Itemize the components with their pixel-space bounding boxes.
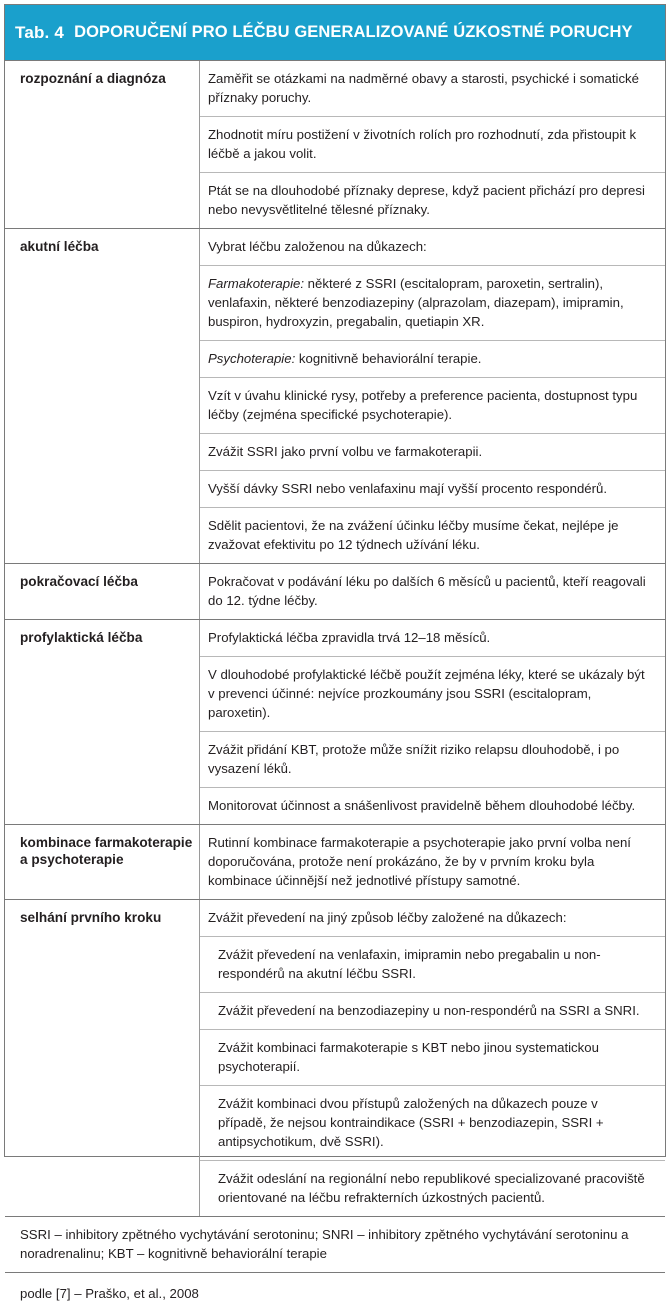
table-row bbox=[5, 564, 665, 620]
table-row bbox=[5, 229, 665, 564]
row-items bbox=[200, 564, 665, 619]
recommendation-cell bbox=[200, 117, 665, 173]
recommendation-text: V dlouhodobé profylaktické léčbě použít zejména léky, které se ukázaly být v prevenci účinné: nejvíce prozkoumány jsou SSRI (escitalopram, paroxetin). bbox=[208, 667, 645, 720]
recommendation-cell bbox=[200, 508, 665, 563]
recommendation-cell bbox=[200, 620, 665, 657]
recommendation-text: Zvážit převedení na venlafaxin, imipramin nebo pregabalin u non-respondérů na akutní léčbu SSRI. bbox=[218, 947, 601, 981]
recommendation-cell bbox=[200, 900, 665, 937]
recommendation-text: Profylaktická léčba zpravidla trvá 12–18 měsíců. bbox=[208, 630, 491, 645]
recommendation-cell bbox=[200, 993, 665, 1030]
recommendation-cell bbox=[200, 657, 665, 732]
recommendation-text: Sdělit pacientovi, že na zvážení účinku léčby musíme čekat, nejlépe je zvažovat efektivitu po 12 týdnech užívání léku. bbox=[208, 518, 619, 552]
recommendation-cell bbox=[200, 825, 665, 899]
recommendation-prefix: Psychoterapie: bbox=[208, 351, 296, 366]
table-row bbox=[5, 825, 665, 900]
row-items bbox=[200, 61, 665, 228]
recommendation-text: Pokračovat v podávání léku po dalších 6 měsíců u pacientů, kteří reagovali do 12. týdne léčby. bbox=[208, 574, 646, 608]
table-header bbox=[5, 5, 665, 61]
row-label: kombinace farmakoterapie a psychoterapie bbox=[5, 825, 200, 899]
row-label: profylaktická léčba bbox=[5, 620, 200, 824]
recommendation-cell bbox=[200, 266, 665, 341]
table-row bbox=[5, 900, 665, 1217]
recommendation-cell bbox=[200, 173, 665, 228]
row-label: rozpoznání a diagnóza bbox=[5, 61, 200, 228]
table-row bbox=[5, 620, 665, 825]
table-footnote: SSRI – inhibitory zpětného vychytávání serotoninu; SNRI – inhibitory zpětného vychytávání serotoninu a noradrenalinu; KBT – kognitivně behaviorální terapie bbox=[5, 1217, 665, 1273]
row-items bbox=[200, 620, 665, 824]
table-row bbox=[5, 61, 665, 229]
recommendation-text: Monitorovat účinnost a snášenlivost pravidelně během dlouhodobé léčby. bbox=[208, 798, 636, 813]
recommendation-text: Zvážit převedení na benzodiazepiny u non-respondérů na SSRI a SNRI. bbox=[218, 1003, 640, 1018]
row-label: selhání prvního kroku bbox=[5, 900, 200, 1216]
recommendation-text: Zvážit kombinaci dvou přístupů založených na důkazech pouze v případě, že nejsou kontraindikace (SSRI + benzodiazepin, SSRI + antipsychotikum, dvě SSRI). bbox=[218, 1096, 604, 1149]
recommendation-cell bbox=[200, 564, 665, 619]
recommendations-table bbox=[4, 4, 666, 1301]
recommendation-text: Vzít v úvahu klinické rysy, potřeby a preference pacienta, dostupnost typu léčby (zejména specifické psychoterapie). bbox=[208, 388, 638, 422]
recommendation-text: Ptát se na dlouhodobé příznaky deprese, když pacient přichází pro depresi nebo nevysvětlitelné tělesné příznaky. bbox=[208, 183, 645, 217]
recommendation-text: Rutinní kombinace farmakoterapie a psychoterapie jako první volba není doporučována, protože není prokázáno, že by v prvním kroku byla kombinace účinnější než jednotlivé přístupy samotné. bbox=[208, 835, 631, 888]
recommendation-cell bbox=[200, 378, 665, 434]
recommendation-text: některé z SSRI (escitalopram, paroxetin, sertralin), venlafaxin, některé benzodiazepiny (alprazolam, diazepam), imipramin, buspiron, hydroxyzin, pregabalin, quetiapin XR. bbox=[208, 276, 624, 329]
recommendation-text: Vybrat léčbu založenou na důkazech: bbox=[208, 239, 427, 254]
recommendation-text: Zaměřit se otázkami na nadměrné obavy a starosti, psychické i somatické příznaky poruchy. bbox=[208, 71, 639, 105]
recommendation-cell bbox=[200, 471, 665, 508]
recommendation-text: Zvážit přidání KBT, protože může snížit riziko relapsu dlouhodobě, i po vysazení léků. bbox=[208, 742, 620, 776]
table-title: DOPORUČENÍ PRO LÉČBU GENERALIZOVANÉ ÚZKOSTNÉ PORUCHY bbox=[74, 23, 633, 41]
recommendation-cell bbox=[200, 937, 665, 993]
recommendation-cell bbox=[200, 1086, 665, 1161]
recommendation-text: kognitivně behaviorální terapie. bbox=[295, 351, 482, 366]
recommendation-cell bbox=[200, 341, 665, 378]
recommendation-cell bbox=[200, 229, 665, 266]
row-items bbox=[200, 825, 665, 899]
recommendation-cell bbox=[200, 788, 665, 824]
recommendation-cell bbox=[200, 1161, 665, 1216]
recommendation-cell bbox=[200, 434, 665, 471]
row-label: akutní léčba bbox=[5, 229, 200, 563]
recommendation-text: Zvážit převedení na jiný způsob léčby založené na důkazech: bbox=[208, 910, 567, 925]
row-items bbox=[200, 229, 665, 563]
recommendation-cell bbox=[200, 1030, 665, 1086]
recommendation-text: Zvážit SSRI jako první volbu ve farmakoterapii. bbox=[208, 444, 483, 459]
recommendation-text: Vyšší dávky SSRI nebo venlafaxinu mají vyšší procento respondérů. bbox=[208, 481, 607, 496]
row-items bbox=[200, 900, 665, 1216]
recommendation-text: Zvážit odeslání na regionální nebo republikové specializované pracoviště orientované na léčbu refrakterních úzkostných pacientů. bbox=[218, 1171, 645, 1205]
recommendation-cell bbox=[200, 732, 665, 788]
row-label: pokračovací léčba bbox=[5, 564, 200, 619]
table-source: podle [7] – Praško, et al., 2008 bbox=[20, 1286, 199, 1301]
recommendation-cell bbox=[200, 61, 665, 117]
recommendation-text: Zvážit kombinaci farmakoterapie s KBT nebo jinou systematickou psychoterapií. bbox=[218, 1040, 599, 1074]
recommendation-prefix: Farmakoterapie: bbox=[208, 276, 305, 291]
table-number: Tab. 4 bbox=[15, 22, 65, 42]
recommendation-text: Zhodnotit míru postižení v životních rolích pro rozhodnutí, zda přistoupit k léčbě a jakou volit. bbox=[208, 127, 637, 161]
table-body bbox=[5, 61, 665, 1217]
